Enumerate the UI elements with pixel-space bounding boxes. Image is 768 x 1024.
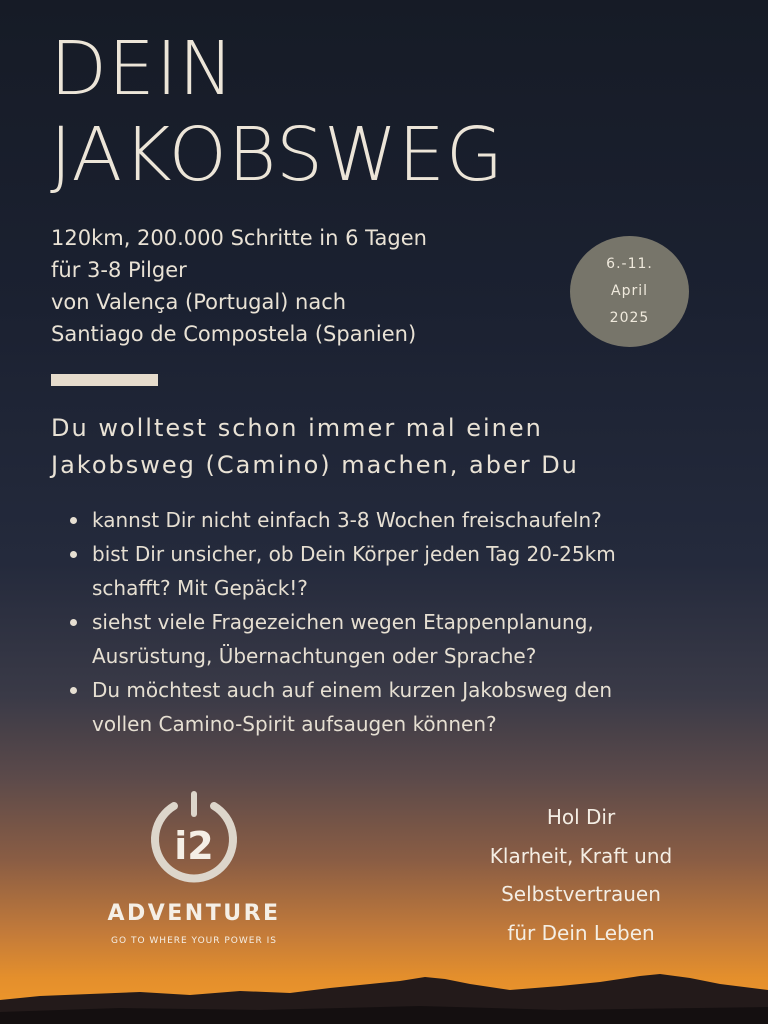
- list-item-text: Du möchtest auch auf einem kurzen Jakobsweg den: [92, 678, 613, 702]
- bullet-icon: [70, 619, 77, 626]
- mountain-silhouette: [0, 964, 768, 1024]
- route-line-3: von Valença (Portugal) nach: [51, 290, 347, 314]
- list-item-text: kannst Dir nicht einfach 3-8 Wochen freischaufeln?: [92, 508, 602, 532]
- list-item: [92, 537, 732, 605]
- list-item: [92, 673, 732, 741]
- intro-line-1: Du wolltest schon immer mal einen: [51, 414, 543, 442]
- date-badge-month: April: [611, 283, 648, 299]
- bullet-icon: [70, 551, 77, 558]
- route-line-2: für 3-8 Pilger: [51, 258, 187, 282]
- bullet-list: [92, 503, 732, 741]
- bullet-icon: [70, 517, 77, 524]
- claim-line-3: Selbstvertrauen: [501, 882, 661, 906]
- title-line-2: JAKOBSWEG: [50, 112, 505, 198]
- date-badge-year: 2025: [609, 310, 650, 326]
- list-item: [92, 605, 732, 673]
- claim-line-4: für Dein Leben: [507, 920, 655, 945]
- list-item-text: Ausrüstung, Übernachtungen oder Sprache?: [92, 644, 537, 668]
- route-line-4: Santiago de Compostela (Spanien): [51, 322, 417, 346]
- intro-text: [51, 410, 579, 484]
- divider: [51, 374, 158, 386]
- title-line-1: DEIN: [50, 26, 235, 112]
- route-info: [51, 222, 427, 350]
- logo: [84, 790, 304, 960]
- list-item-text: vollen Camino-Spirit aufsaugen können?: [92, 712, 497, 736]
- route-line-1: 120km, 200.000 Schritte in 6 Tagen: [51, 226, 427, 250]
- date-badge: [570, 236, 689, 347]
- list-item-text: siehst viele Fragezeichen wegen Etappenplanung,: [92, 610, 594, 634]
- list-item: [92, 503, 732, 537]
- date-badge-days: 6.-11.: [606, 256, 653, 272]
- claim-line-2: Klarheit, Kraft und: [489, 843, 673, 868]
- page-title: [50, 26, 504, 198]
- claim-line-1: Hol Dir: [546, 805, 616, 829]
- logo-tagline: GO TO WHERE YOUR POWER IS: [111, 936, 277, 946]
- list-item-text: schafft? Mit Gepäck!?: [92, 576, 308, 600]
- list-item-text: bist Dir unsicher, ob Dein Körper jeden Tag 20-25km: [92, 542, 616, 566]
- logo-mark: i2: [174, 824, 214, 868]
- power-icon: [147, 790, 241, 884]
- logo-wordmark: ADVENTURE: [107, 901, 281, 926]
- bullet-icon: [70, 687, 77, 694]
- claim-text: [470, 798, 692, 952]
- intro-line-2: Jakobsweg (Camino) machen, aber Du: [51, 451, 579, 479]
